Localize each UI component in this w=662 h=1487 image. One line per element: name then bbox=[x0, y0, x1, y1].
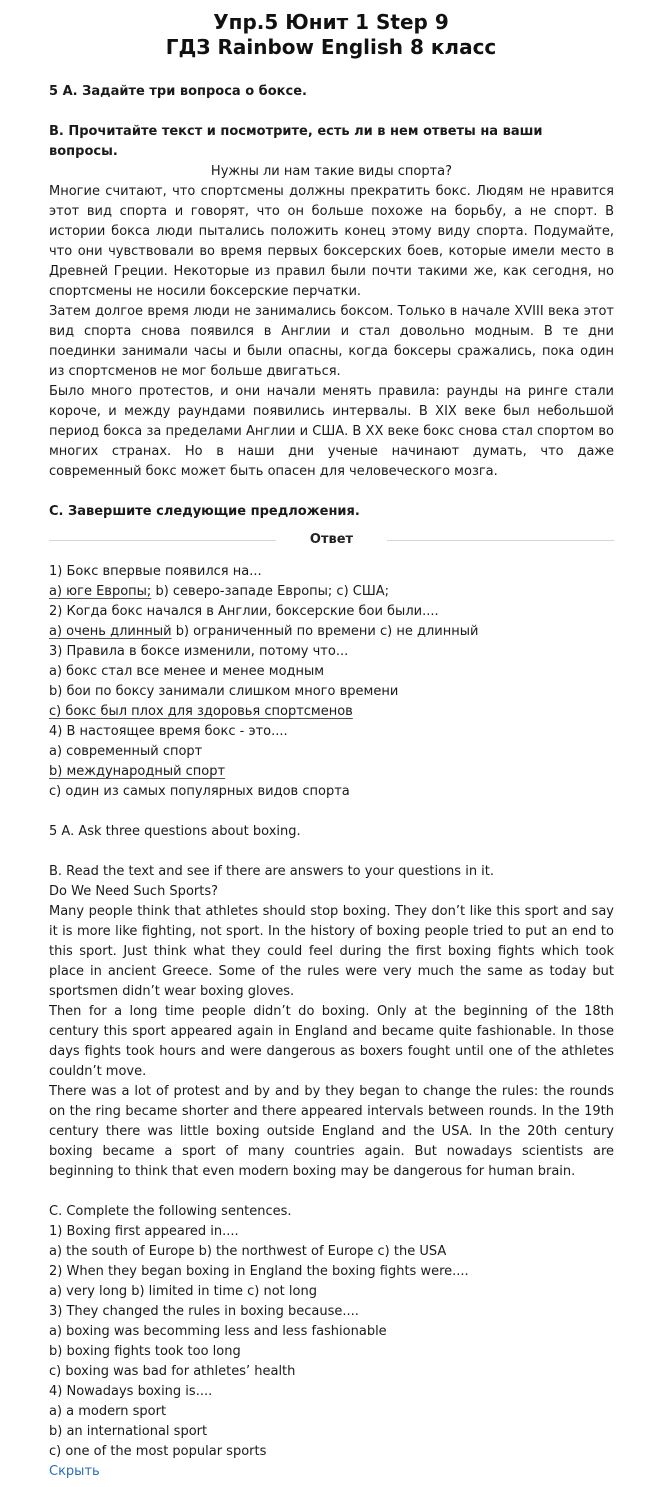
en-task-c: C. Complete the following sentences. bbox=[49, 1204, 292, 1219]
ru-task-a: 5 А. Задайте три вопроса о боксе. bbox=[49, 84, 307, 99]
answer-option: а) современный спорт bbox=[49, 744, 203, 759]
en-line: c) one of the most popular sports bbox=[49, 1444, 267, 1459]
answer-options bbox=[49, 622, 614, 642]
title-line-1: Упр.5 Юнит 1 Step 9 bbox=[213, 10, 449, 34]
answer-question: 1) Бокс впервые появился на... bbox=[49, 564, 262, 579]
answer-question: 3) Правила в боксе изменили, потому что... bbox=[49, 644, 349, 659]
answer-option: с) один из самых популярных видов спорта bbox=[49, 784, 350, 799]
hide-link[interactable]: Скрыть bbox=[49, 1464, 100, 1479]
answer-question: 4) В настоящее время бокс - это.... bbox=[49, 724, 288, 739]
correct-answer: с) бокс был плох для здоровья спортсменов bbox=[49, 704, 353, 719]
answer-option-wrap bbox=[49, 762, 614, 782]
en-lines bbox=[49, 1222, 614, 1462]
en-line: a) very long b) limited in time c) not long bbox=[49, 1284, 317, 1299]
correct-answer: а) юге Европы; bbox=[49, 584, 152, 599]
correct-answer: а) очень длинный bbox=[49, 624, 172, 639]
divider-rule-left bbox=[49, 540, 276, 541]
ru-task-c: С. Завершите следующие предложения. bbox=[49, 504, 360, 519]
page-title bbox=[0, 10, 662, 60]
ru-task-b: В. Прочитайте текст и посмотрите, есть ли в нем ответы на ваши вопросы. bbox=[49, 124, 543, 159]
ru-paragraph: Затем долгое время люди не занимались боксом. Только в начале XVIII века этот вид спорта снова появился в Англии и стал довольно модным. В те дни поединки занимали часы и были опасны, когда боксеры сражались, пока один из спортсменов не мог больше двигаться. bbox=[49, 304, 614, 379]
en-line: b) boxing fights took too long bbox=[49, 1344, 241, 1359]
main-content bbox=[0, 82, 662, 1482]
en-line: 1) Boxing first appeared in.... bbox=[49, 1224, 239, 1239]
answer-divider bbox=[49, 530, 614, 550]
en-text-title: Do We Need Such Sports? bbox=[49, 884, 219, 899]
en-line: a) the south of Europe b) the northwest of Europe c) the USA bbox=[49, 1244, 447, 1259]
en-task-a: 5 A. Ask three questions about boxing. bbox=[49, 824, 301, 839]
ru-paragraph: Было много протестов, и они начали менять правила: раунды на ринге стали короче, и между раундами появились интервалы. В XIX веке был небольшой период бокса за пределами Англии и США. В XX веке бокс снова стал спортом во многих странах. Но в наши дни ученые начинают думать, что даже современный бокс может быть опасен для человеческого мозга. bbox=[49, 384, 614, 479]
answer-options bbox=[49, 582, 614, 602]
en-paragraph: Many people think that athletes should stop boxing. They don’t like this sport and say it is more like fighting, not sport. In the history of boxing people tried to put an end to this sport. Just think what they could feel during the first boxing fights which took place in ancient Greece. Some of the rules were very much the same as today but sportsmen didn’t wear boxing gloves. bbox=[49, 904, 614, 999]
en-paragraph: Then for a long time people didn’t do boxing. Only at the beginning of the 18th century this sport appeared again in England and became quite fashionable. In those days fights took hours and were dangerous as boxers fought until one of the athletes couldn’t move. bbox=[49, 1004, 614, 1079]
en-line: 4) Nowadays boxing is.... bbox=[49, 1384, 213, 1399]
en-task-b: B. Read the text and see if there are answers to your questions in it. bbox=[49, 864, 495, 879]
ru-text-title: Нужны ли нам такие виды спорта? bbox=[210, 164, 453, 179]
en-paragraph: There was a lot of protest and by and by they began to change the rules: the rounds on the ring became shorter and there appeared intervals between rounds. In the 19th century there was little boxing outside England and the USA. In the 20th century boxing became a sport of many countries again. But nowadays scientists are beginning to think that even modern boxing may be dangerous for human brain. bbox=[49, 1084, 614, 1179]
en-line: b) an international sport bbox=[49, 1424, 208, 1439]
answer-option: а) бокс стал все менее и менее модным bbox=[49, 664, 325, 679]
divider-rule-right bbox=[387, 540, 614, 541]
answer-option-text: b) северо-западе Европы; с) США; bbox=[151, 584, 390, 599]
page bbox=[0, 10, 662, 1487]
answer-option-text: b) ограниченный по времени с) не длинный bbox=[171, 624, 479, 639]
en-line: a) a modern sport bbox=[49, 1404, 167, 1419]
en-line: 2) When they began boxing in England the boxing fights were.... bbox=[49, 1264, 469, 1279]
answer-option-wrap bbox=[49, 702, 614, 722]
ru-paragraph: Многие считают, что спортсмены должны прекратить бокс. Людям не нравится этот вид спорта и говорят, что он больше похоже на борьбу, а не спорт. В истории бокса люди пытались положить конец этому виду спорта. Подумайте, что они чувствовали во время первых боксерских боев, которые имели место в Древней Греции. Некоторые из правил были почти такими же, как сегодня, но спортсмены не носили боксерские перчатки. bbox=[49, 184, 614, 299]
en-line: 3) They changed the rules in boxing because.... bbox=[49, 1304, 359, 1319]
answer-label: Ответ bbox=[309, 532, 354, 547]
title-line-2: ГДЗ Rainbow English 8 класс bbox=[165, 35, 497, 59]
answer-question: 2) Когда бокс начался в Англии, боксерские бои были.... bbox=[49, 604, 439, 619]
en-line: a) boxing was becomming less and less fashionable bbox=[49, 1324, 387, 1339]
answer-option: b) бои по боксу занимали слишком много времени bbox=[49, 684, 399, 699]
correct-answer: b) международный спорт bbox=[49, 764, 226, 779]
en-line: c) boxing was bad for athletes’ health bbox=[49, 1364, 296, 1379]
answers-block bbox=[49, 562, 614, 802]
